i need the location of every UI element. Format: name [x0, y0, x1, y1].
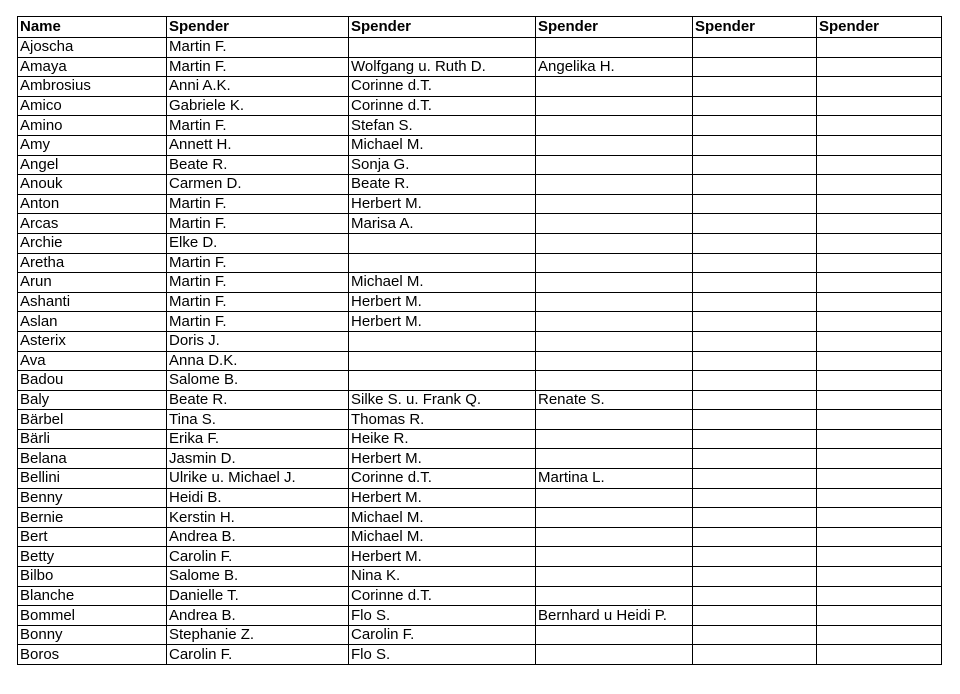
cell-spender-1: Salome B. [167, 567, 349, 587]
cell-spender-4 [693, 508, 817, 528]
cell-name: Bernie [18, 508, 167, 528]
sponsor-table [17, 16, 942, 665]
cell-spender-1: Erika F. [167, 429, 349, 449]
cell-spender-2: Carolin F. [349, 625, 536, 645]
cell-spender-5 [817, 96, 942, 116]
cell-spender-3 [536, 331, 693, 351]
cell-spender-3 [536, 586, 693, 606]
cell-name: Baly [18, 390, 167, 410]
cell-spender-2: Silke S. u. Frank Q. [349, 390, 536, 410]
cell-spender-1: Tina S. [167, 410, 349, 430]
cell-spender-3 [536, 233, 693, 253]
cell-spender-1: Martin F. [167, 194, 349, 214]
cell-spender-3 [536, 645, 693, 665]
cell-spender-4 [693, 135, 817, 155]
cell-spender-3 [536, 135, 693, 155]
cell-spender-3 [536, 527, 693, 547]
cell-spender-2: Sonja G. [349, 155, 536, 175]
table-row [18, 77, 942, 97]
cell-spender-1: Martin F. [167, 253, 349, 273]
header-spender-2: Spender [349, 17, 536, 38]
cell-name: Boros [18, 645, 167, 665]
cell-spender-2: Corinne d.T. [349, 469, 536, 489]
cell-spender-1: Anni A.K. [167, 77, 349, 97]
cell-spender-4 [693, 567, 817, 587]
table-row [18, 547, 942, 567]
header-row [18, 17, 942, 38]
cell-spender-1: Martin F. [167, 116, 349, 136]
cell-spender-4 [693, 175, 817, 195]
cell-spender-2: Michael M. [349, 273, 536, 293]
cell-name: Amico [18, 96, 167, 116]
cell-name: Asterix [18, 331, 167, 351]
cell-spender-3: Bernhard u Heidi P. [536, 606, 693, 626]
table-row [18, 606, 942, 626]
header-name: Name [18, 17, 167, 38]
cell-name: Angel [18, 155, 167, 175]
cell-name: Bommel [18, 606, 167, 626]
cell-spender-3 [536, 410, 693, 430]
cell-spender-2: Marisa A. [349, 214, 536, 234]
table-row [18, 390, 942, 410]
cell-spender-1: Martin F. [167, 292, 349, 312]
cell-spender-3: Angelika H. [536, 57, 693, 77]
cell-spender-3 [536, 175, 693, 195]
cell-spender-3: Renate S. [536, 390, 693, 410]
cell-spender-2: Beate R. [349, 175, 536, 195]
table-row [18, 527, 942, 547]
cell-name: Belana [18, 449, 167, 469]
cell-spender-2: Michael M. [349, 135, 536, 155]
cell-spender-1: Stephanie Z. [167, 625, 349, 645]
cell-name: Archie [18, 233, 167, 253]
table-row [18, 429, 942, 449]
table-row [18, 253, 942, 273]
cell-spender-2: Wolfgang u. Ruth D. [349, 57, 536, 77]
cell-spender-4 [693, 233, 817, 253]
cell-name: Aslan [18, 312, 167, 332]
cell-spender-5 [817, 469, 942, 489]
table-row [18, 508, 942, 528]
cell-spender-2 [349, 38, 536, 58]
cell-spender-3 [536, 449, 693, 469]
cell-spender-3: Martina L. [536, 469, 693, 489]
cell-spender-1: Martin F. [167, 273, 349, 293]
cell-spender-1: Annett H. [167, 135, 349, 155]
cell-spender-5 [817, 547, 942, 567]
cell-spender-1: Ulrike u. Michael J. [167, 469, 349, 489]
cell-spender-4 [693, 331, 817, 351]
cell-spender-4 [693, 155, 817, 175]
table-row [18, 331, 942, 351]
cell-name: Badou [18, 371, 167, 391]
cell-spender-3 [536, 96, 693, 116]
cell-spender-5 [817, 273, 942, 293]
cell-spender-3 [536, 488, 693, 508]
cell-spender-1: Elke D. [167, 233, 349, 253]
table-row [18, 194, 942, 214]
table-row [18, 488, 942, 508]
cell-name: Amy [18, 135, 167, 155]
table-row [18, 312, 942, 332]
cell-spender-5 [817, 625, 942, 645]
cell-spender-2: Herbert M. [349, 449, 536, 469]
cell-spender-4 [693, 449, 817, 469]
cell-name: Betty [18, 547, 167, 567]
cell-name: Bellini [18, 469, 167, 489]
cell-spender-3 [536, 547, 693, 567]
table-row [18, 351, 942, 371]
cell-spender-5 [817, 390, 942, 410]
header-spender-1: Spender [167, 17, 349, 38]
cell-spender-4 [693, 547, 817, 567]
cell-spender-2: Thomas R. [349, 410, 536, 430]
cell-spender-5 [817, 567, 942, 587]
cell-spender-4 [693, 214, 817, 234]
header-spender-4: Spender [693, 17, 817, 38]
cell-spender-3 [536, 292, 693, 312]
cell-spender-5 [817, 38, 942, 58]
table-row [18, 586, 942, 606]
cell-spender-4 [693, 469, 817, 489]
cell-spender-3 [536, 429, 693, 449]
cell-spender-5 [817, 175, 942, 195]
cell-spender-2 [349, 233, 536, 253]
table-body [18, 38, 942, 665]
cell-spender-4 [693, 351, 817, 371]
table-row [18, 449, 942, 469]
cell-spender-4 [693, 312, 817, 332]
cell-name: Arcas [18, 214, 167, 234]
cell-spender-2: Corinne d.T. [349, 77, 536, 97]
cell-spender-1: Carolin F. [167, 547, 349, 567]
table-header [18, 17, 942, 38]
cell-spender-2: Herbert M. [349, 488, 536, 508]
cell-spender-5 [817, 331, 942, 351]
cell-spender-2: Corinne d.T. [349, 586, 536, 606]
table-row [18, 116, 942, 136]
cell-spender-1: Martin F. [167, 312, 349, 332]
cell-spender-3 [536, 312, 693, 332]
cell-spender-5 [817, 449, 942, 469]
header-spender-5: Spender [817, 17, 942, 38]
cell-spender-4 [693, 116, 817, 136]
cell-spender-2: Corinne d.T. [349, 96, 536, 116]
cell-spender-2: Herbert M. [349, 292, 536, 312]
cell-name: Benny [18, 488, 167, 508]
cell-spender-2 [349, 371, 536, 391]
cell-spender-5 [817, 233, 942, 253]
cell-spender-1: Martin F. [167, 57, 349, 77]
cell-spender-3 [536, 567, 693, 587]
cell-spender-3 [536, 77, 693, 97]
cell-spender-4 [693, 57, 817, 77]
cell-name: Amaya [18, 57, 167, 77]
cell-spender-5 [817, 57, 942, 77]
cell-spender-3 [536, 508, 693, 528]
cell-spender-5 [817, 214, 942, 234]
cell-name: Blanche [18, 586, 167, 606]
cell-name: Anton [18, 194, 167, 214]
cell-name: Bärli [18, 429, 167, 449]
cell-spender-3 [536, 214, 693, 234]
table-row [18, 410, 942, 430]
table-row [18, 214, 942, 234]
cell-spender-4 [693, 625, 817, 645]
cell-spender-5 [817, 135, 942, 155]
cell-spender-2: Herbert M. [349, 312, 536, 332]
cell-spender-1: Martin F. [167, 214, 349, 234]
cell-spender-3 [536, 116, 693, 136]
cell-spender-1: Salome B. [167, 371, 349, 391]
cell-spender-1: Anna D.K. [167, 351, 349, 371]
cell-spender-4 [693, 38, 817, 58]
cell-name: Ashanti [18, 292, 167, 312]
table-row [18, 625, 942, 645]
cell-spender-3 [536, 273, 693, 293]
table-row [18, 57, 942, 77]
cell-spender-5 [817, 488, 942, 508]
cell-spender-2: Herbert M. [349, 547, 536, 567]
cell-spender-5 [817, 508, 942, 528]
table-row [18, 135, 942, 155]
cell-spender-5 [817, 253, 942, 273]
cell-name: Bert [18, 527, 167, 547]
cell-spender-4 [693, 488, 817, 508]
cell-spender-2: Flo S. [349, 606, 536, 626]
cell-spender-1: Andrea B. [167, 527, 349, 547]
cell-spender-3 [536, 253, 693, 273]
cell-name: Bärbel [18, 410, 167, 430]
cell-name: Anouk [18, 175, 167, 195]
cell-spender-1: Gabriele K. [167, 96, 349, 116]
cell-spender-2: Flo S. [349, 645, 536, 665]
cell-spender-2 [349, 331, 536, 351]
cell-name: Ambrosius [18, 77, 167, 97]
cell-spender-5 [817, 645, 942, 665]
cell-spender-1: Beate R. [167, 390, 349, 410]
cell-spender-5 [817, 116, 942, 136]
cell-spender-2: Herbert M. [349, 194, 536, 214]
cell-spender-4 [693, 77, 817, 97]
table-row [18, 645, 942, 665]
cell-spender-4 [693, 429, 817, 449]
cell-spender-5 [817, 292, 942, 312]
table-row [18, 567, 942, 587]
cell-spender-4 [693, 410, 817, 430]
cell-spender-5 [817, 429, 942, 449]
table-row [18, 371, 942, 391]
cell-name: Ava [18, 351, 167, 371]
cell-spender-3 [536, 38, 693, 58]
cell-spender-2: Michael M. [349, 508, 536, 528]
cell-spender-5 [817, 77, 942, 97]
cell-name: Ajoscha [18, 38, 167, 58]
cell-spender-5 [817, 371, 942, 391]
cell-spender-1: Danielle T. [167, 586, 349, 606]
cell-spender-1: Jasmin D. [167, 449, 349, 469]
table-row [18, 38, 942, 58]
cell-spender-1: Doris J. [167, 331, 349, 351]
table-row [18, 292, 942, 312]
table-row [18, 469, 942, 489]
cell-spender-5 [817, 410, 942, 430]
cell-spender-3 [536, 625, 693, 645]
cell-spender-4 [693, 606, 817, 626]
cell-name: Aretha [18, 253, 167, 273]
cell-spender-5 [817, 527, 942, 547]
cell-spender-5 [817, 312, 942, 332]
cell-spender-3 [536, 351, 693, 371]
cell-spender-4 [693, 292, 817, 312]
header-spender-3: Spender [536, 17, 693, 38]
cell-spender-2 [349, 253, 536, 273]
cell-spender-2: Stefan S. [349, 116, 536, 136]
cell-spender-4 [693, 194, 817, 214]
table-row [18, 233, 942, 253]
cell-spender-3 [536, 155, 693, 175]
cell-spender-3 [536, 194, 693, 214]
table-row [18, 175, 942, 195]
cell-name: Amino [18, 116, 167, 136]
cell-spender-1: Beate R. [167, 155, 349, 175]
table-row [18, 155, 942, 175]
cell-spender-4 [693, 586, 817, 606]
cell-spender-1: Martin F. [167, 38, 349, 58]
cell-spender-4 [693, 273, 817, 293]
cell-spender-4 [693, 527, 817, 547]
cell-spender-5 [817, 155, 942, 175]
cell-name: Bonny [18, 625, 167, 645]
cell-spender-5 [817, 194, 942, 214]
cell-spender-2 [349, 351, 536, 371]
cell-spender-4 [693, 390, 817, 410]
cell-spender-5 [817, 351, 942, 371]
cell-spender-1: Andrea B. [167, 606, 349, 626]
cell-spender-4 [693, 371, 817, 391]
cell-spender-2: Michael M. [349, 527, 536, 547]
cell-name: Bilbo [18, 567, 167, 587]
cell-spender-4 [693, 253, 817, 273]
cell-spender-4 [693, 645, 817, 665]
table-row [18, 96, 942, 116]
cell-spender-1: Carolin F. [167, 645, 349, 665]
cell-spender-1: Heidi B. [167, 488, 349, 508]
cell-spender-2: Heike R. [349, 429, 536, 449]
cell-spender-2: Nina K. [349, 567, 536, 587]
table-row [18, 273, 942, 293]
cell-spender-3 [536, 371, 693, 391]
cell-spender-5 [817, 586, 942, 606]
cell-spender-1: Carmen D. [167, 175, 349, 195]
cell-spender-1: Kerstin H. [167, 508, 349, 528]
cell-spender-5 [817, 606, 942, 626]
cell-spender-4 [693, 96, 817, 116]
cell-name: Arun [18, 273, 167, 293]
